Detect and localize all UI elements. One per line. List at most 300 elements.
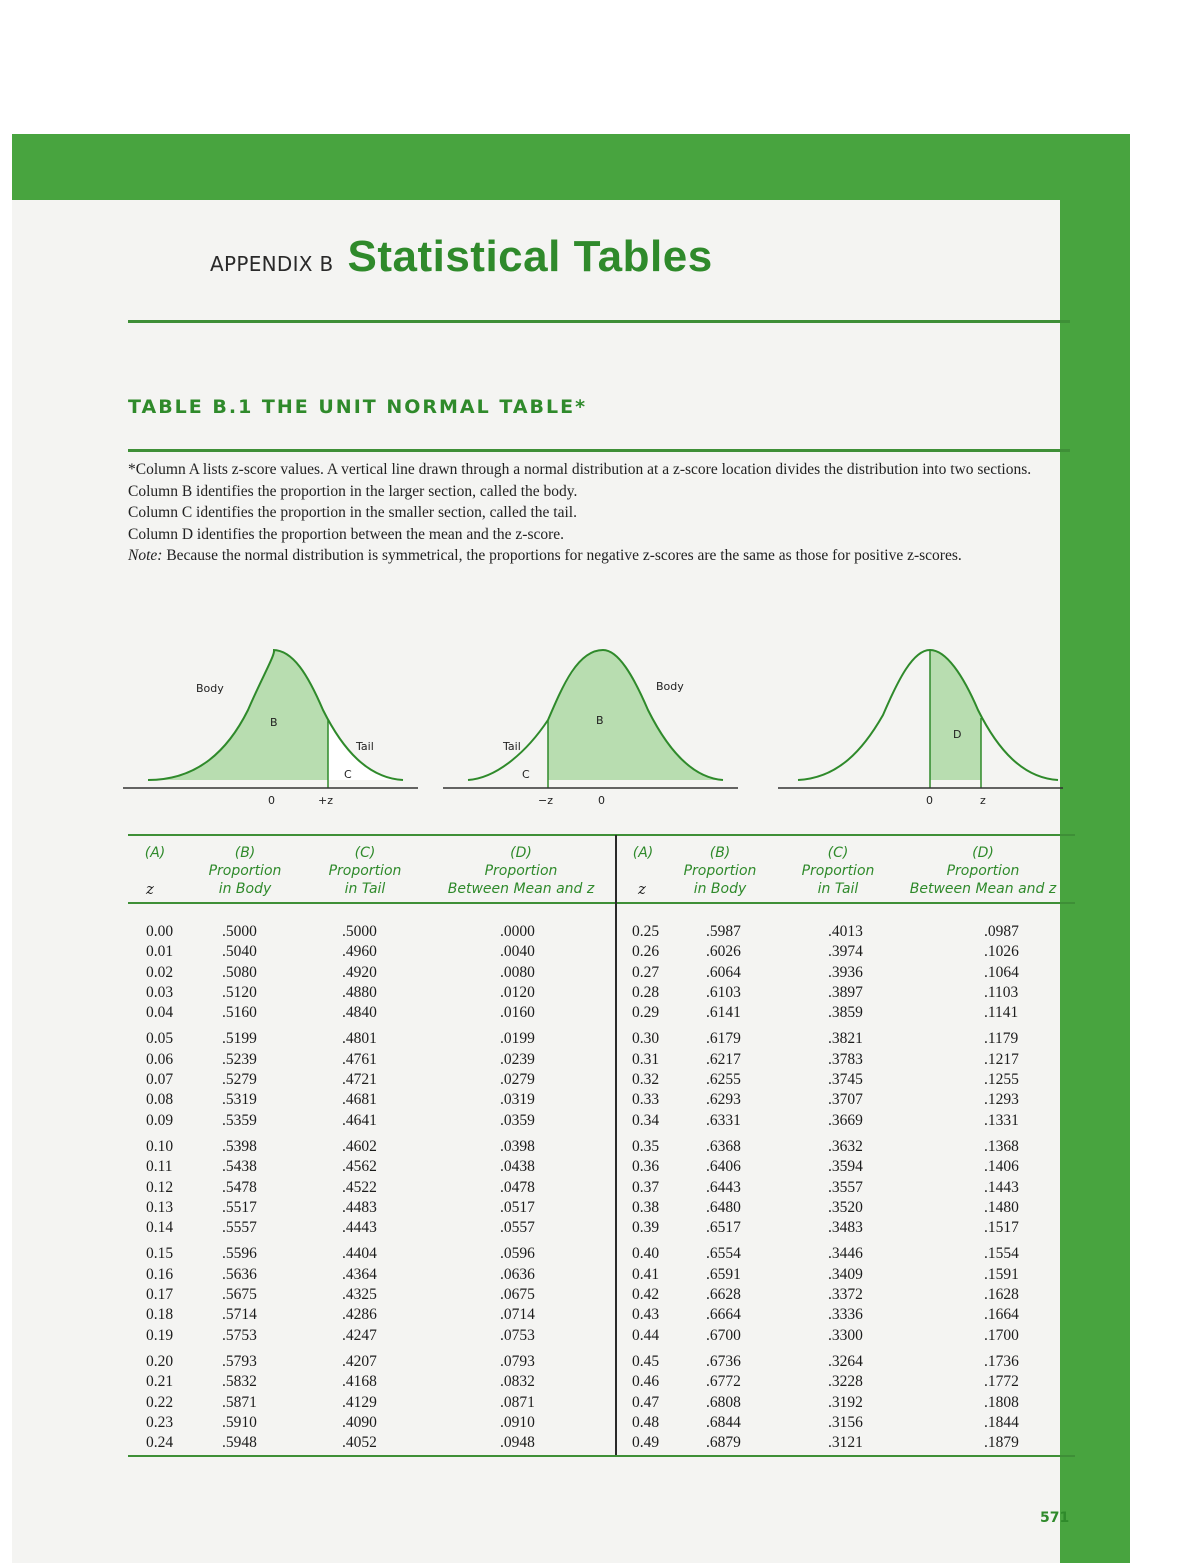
row-group [342, 922, 377, 1023]
table-cell-tail: .4404 [342, 1245, 377, 1263]
table-cell-between: .0160 [500, 1004, 535, 1022]
table-cell-z: 0.16 [146, 1265, 174, 1283]
table-cell-body: .5596 [222, 1245, 257, 1263]
col-z-left [146, 922, 173, 1459]
table-cell-body: .6368 [706, 1137, 741, 1155]
row-group [500, 1137, 535, 1238]
table-cell-z: 0.45 [632, 1352, 660, 1370]
header-bottom-rule [128, 902, 1075, 904]
row-group [146, 1137, 173, 1238]
table-cell-tail: .3300 [828, 1326, 863, 1344]
row-group [984, 1029, 1019, 1130]
note-column-d: Column D identifies the proportion between the mean and the z-score. [128, 525, 565, 543]
table-cell-between: .0279 [500, 1071, 535, 1089]
col-c-line2: in Tail [817, 881, 859, 897]
table-cell-between: .0910 [500, 1413, 535, 1431]
row-group [222, 922, 257, 1023]
table-cell-z: 0.24 [146, 1434, 174, 1452]
table-center-divider [615, 835, 617, 1457]
table-cell-between: .1255 [984, 1071, 1019, 1089]
col-b-line2: in Body [693, 881, 747, 897]
table-cell-body: .6591 [706, 1265, 741, 1283]
table-cell-body: .5279 [222, 1071, 257, 1089]
table-cell-between: .0557 [500, 1219, 535, 1237]
table-cell-tail: .3264 [828, 1352, 863, 1370]
table-cell-between: .1628 [984, 1286, 1019, 1304]
table-cell-z: 0.29 [632, 1004, 660, 1022]
table-cell-tail: .3594 [828, 1158, 863, 1176]
label-body: Body [656, 680, 684, 693]
label-c: C [522, 768, 530, 781]
table-cell-between: .1179 [984, 1030, 1019, 1048]
table-cell-tail: .3372 [828, 1286, 863, 1304]
table-cell-tail: .3974 [828, 943, 863, 961]
note-column-c: Column C identifies the proportion in the smaller section, called the tail. [128, 504, 577, 521]
col-b-line1: Proportion [683, 863, 757, 879]
table-cell-between: .1808 [984, 1393, 1019, 1411]
table-cell-z: 0.35 [632, 1137, 660, 1155]
table-cell-between: .0714 [500, 1306, 535, 1324]
row-group [984, 1244, 1019, 1345]
row-group [146, 922, 173, 1023]
table-cell-body: .6331 [706, 1111, 741, 1129]
table-notes [128, 459, 1038, 567]
table-cell-z: 0.06 [146, 1050, 174, 1068]
table-cell-between: .1844 [984, 1413, 1019, 1431]
table-cell-body: .5987 [706, 923, 741, 940]
table-cell-z: 0.18 [146, 1306, 174, 1324]
row-group [222, 1244, 257, 1345]
table-cell-between: .0478 [500, 1178, 535, 1196]
col-between-right [984, 922, 1019, 1459]
table-cell-body: .5714 [222, 1306, 257, 1324]
table-cell-tail: .3336 [828, 1306, 863, 1324]
row-group [500, 1244, 535, 1345]
note-label: Note: [128, 547, 163, 564]
table-cell-body: .5398 [222, 1137, 257, 1155]
table-cell-z: 0.27 [632, 963, 660, 981]
table-cell-body: .6026 [706, 943, 741, 961]
table-cell-z: 0.20 [146, 1352, 174, 1370]
table-cell-tail: .4721 [342, 1071, 377, 1089]
header-rule [128, 320, 1070, 323]
label-b: B [596, 714, 604, 727]
table-cell-z: 0.19 [146, 1326, 174, 1344]
table-cell-z: 0.25 [632, 923, 660, 940]
table-cell-tail: .4168 [342, 1373, 377, 1391]
page-header [210, 232, 713, 282]
row-group [828, 922, 863, 1023]
table-cell-z: 0.10 [146, 1137, 174, 1155]
table-cell-body: .5319 [222, 1091, 257, 1109]
table-cell-body: .5636 [222, 1265, 257, 1283]
col-c-header-left [315, 844, 415, 898]
table-cell-z: 0.48 [632, 1413, 660, 1431]
table-cell-z: 0.44 [632, 1326, 660, 1344]
table-cell-between: .0239 [500, 1050, 535, 1068]
row-group [984, 1352, 1019, 1453]
page-number: 571 [1040, 1510, 1070, 1526]
table-cell-tail: .4052 [342, 1434, 377, 1452]
table-cell-body: .5832 [222, 1373, 257, 1391]
table-title: TABLE B.1 THE UNIT NORMAL TABLE* [128, 396, 588, 418]
note-column-a: *Column A lists z-score values. A vertical line drawn through a normal distribution at a z-score location divides the distribution into two sections. [128, 461, 1032, 478]
table-cell-between: .0948 [500, 1434, 535, 1452]
label-minus-z: −z [538, 794, 553, 807]
label-tail: Tail [503, 740, 521, 753]
table-cell-tail: .4483 [342, 1198, 377, 1216]
table-cell-tail: .4641 [342, 1111, 377, 1129]
table-cell-z: 0.40 [632, 1245, 660, 1263]
table-cell-tail: .4920 [342, 963, 377, 981]
table-cell-between: .0517 [500, 1198, 535, 1216]
col-a-letter: (A) [632, 845, 654, 861]
table-cell-z: 0.03 [146, 983, 174, 1001]
table-cell-body: .5753 [222, 1326, 257, 1344]
table-cell-between: .0000 [500, 923, 535, 940]
table-cell-tail: .3669 [828, 1111, 863, 1129]
table-cell-z: 0.39 [632, 1219, 660, 1237]
table-cell-z: 0.43 [632, 1306, 660, 1324]
table-cell-tail: .4681 [342, 1091, 377, 1109]
table-cell-between: .1517 [984, 1219, 1019, 1237]
col-b-header-right [670, 844, 770, 898]
col-z-right [632, 922, 659, 1459]
table-cell-between: .1217 [984, 1050, 1019, 1068]
table-cell-body: .5199 [222, 1030, 257, 1048]
table-cell-between: .1700 [984, 1326, 1019, 1344]
table-cell-z: 0.11 [146, 1158, 173, 1176]
row-group [828, 1352, 863, 1453]
table-cell-tail: .4840 [342, 1004, 377, 1022]
row-group [828, 1137, 863, 1238]
table-cell-body: .5080 [222, 963, 257, 981]
table-cell-z: 0.49 [632, 1434, 660, 1452]
table-cell-tail: .4761 [342, 1050, 377, 1068]
table-cell-z: 0.26 [632, 943, 660, 961]
table-cell-body: .5793 [222, 1352, 257, 1370]
table-top-rule [128, 834, 1075, 836]
row-group [342, 1137, 377, 1238]
figure-negative-z [438, 640, 743, 810]
col-a-header-left [140, 844, 170, 862]
label-zero: 0 [268, 794, 275, 807]
col-a-header-right [628, 844, 658, 862]
table-cell-between: .0832 [500, 1373, 535, 1391]
col-tail-left [342, 922, 377, 1459]
table-cell-tail: .3821 [828, 1030, 863, 1048]
table-cell-tail: .3783 [828, 1050, 863, 1068]
table-cell-body: .6736 [706, 1352, 741, 1370]
table-cell-body: .6141 [706, 1004, 741, 1022]
table-cell-tail: .4801 [342, 1030, 377, 1048]
col-c-line1: Proportion [328, 863, 402, 879]
table-cell-body: .6217 [706, 1050, 741, 1068]
table-cell-body: .6480 [706, 1198, 741, 1216]
label-tail: Tail [356, 740, 374, 753]
note-text: Because the normal distribution is symmetrical, the proportions for negative z-scores are the same as those for positive z-scores. [166, 547, 962, 564]
table-cell-body: .6844 [706, 1413, 741, 1431]
table-cell-z: 0.15 [146, 1245, 174, 1263]
table-cell-z: 0.46 [632, 1373, 660, 1391]
col-b-line2: in Body [218, 881, 272, 897]
col-between-left [500, 922, 535, 1459]
row-group [706, 1244, 741, 1345]
table-cell-body: .5871 [222, 1393, 257, 1411]
table-cell-between: .1331 [984, 1111, 1019, 1129]
col-c-line2: in Tail [344, 881, 386, 897]
table-cell-tail: .3520 [828, 1198, 863, 1216]
table-cell-z: 0.32 [632, 1071, 660, 1089]
table-cell-tail: .3192 [828, 1393, 863, 1411]
col-b-letter: (B) [234, 845, 256, 861]
row-group [500, 1352, 535, 1453]
note-column-b: Column B identifies the proportion in the larger section, called the body. [128, 482, 578, 500]
row-group [146, 1352, 173, 1453]
table-title-rule [128, 449, 1070, 452]
page-title: Statistical Tables [347, 232, 713, 281]
table-cell-z: 0.31 [632, 1050, 660, 1068]
table-cell-between: .1480 [984, 1198, 1019, 1216]
table-cell-body: .6700 [706, 1326, 741, 1344]
row-group [984, 922, 1019, 1023]
table-cell-body: .6293 [706, 1091, 741, 1109]
table-bottom-rule [128, 1455, 1075, 1457]
table-cell-tail: .3483 [828, 1219, 863, 1237]
table-cell-body: .5359 [222, 1111, 257, 1129]
table-cell-tail: .3156 [828, 1413, 863, 1431]
table-cell-between: .0753 [500, 1326, 535, 1344]
table-cell-tail: .3632 [828, 1137, 863, 1155]
table-cell-z: 0.05 [146, 1030, 174, 1048]
table-cell-z: 0.30 [632, 1030, 660, 1048]
table-cell-body: .6179 [706, 1030, 741, 1048]
row-group [342, 1244, 377, 1345]
table-cell-body: .6406 [706, 1158, 741, 1176]
table-cell-z: 0.37 [632, 1178, 660, 1196]
table-cell-z: 0.33 [632, 1091, 660, 1109]
col-c-line1: Proportion [801, 863, 875, 879]
table-cell-z: 0.36 [632, 1158, 660, 1176]
table-cell-between: .0675 [500, 1286, 535, 1304]
table-cell-between: .1443 [984, 1178, 1019, 1196]
table-cell-between: .1772 [984, 1373, 1019, 1391]
label-body: Body [196, 682, 224, 695]
row-group [632, 922, 659, 1023]
table-cell-tail: .5000 [342, 923, 377, 940]
table-cell-z: 0.09 [146, 1111, 174, 1129]
table-cell-body: .5948 [222, 1434, 257, 1452]
table-cell-between: .1554 [984, 1245, 1019, 1263]
row-group [632, 1137, 659, 1238]
table-cell-tail: .4562 [342, 1158, 377, 1176]
table-cell-tail: .4286 [342, 1306, 377, 1324]
col-d-line1: Proportion [946, 863, 1020, 879]
table-cell-body: .6443 [706, 1178, 741, 1196]
table-cell-between: .0871 [500, 1393, 535, 1411]
col-body-right [706, 922, 741, 1459]
table-cell-body: .6517 [706, 1219, 741, 1237]
table-cell-z: 0.47 [632, 1393, 660, 1411]
table-cell-between: .1064 [984, 963, 1019, 981]
table-cell-z: 0.21 [146, 1373, 174, 1391]
col-c-letter: (C) [354, 845, 376, 861]
table-cell-z: 0.01 [146, 943, 174, 961]
table-cell-between: .1736 [984, 1352, 1019, 1370]
table-cell-tail: .3409 [828, 1265, 863, 1283]
table-cell-body: .6772 [706, 1373, 741, 1391]
table-cell-body: .6628 [706, 1286, 741, 1304]
table-cell-tail: .3228 [828, 1373, 863, 1391]
row-group [706, 1137, 741, 1238]
table-cell-between: .0120 [500, 983, 535, 1001]
table-cell-tail: .4602 [342, 1137, 377, 1155]
table-cell-tail: .4443 [342, 1219, 377, 1237]
table-cell-between: .0040 [500, 943, 535, 961]
table-cell-body: .5120 [222, 983, 257, 1001]
table-cell-tail: .4013 [828, 923, 863, 940]
table-cell-between: .1664 [984, 1306, 1019, 1324]
table-cell-body: .6879 [706, 1434, 741, 1452]
table-cell-z: 0.17 [146, 1286, 174, 1304]
table-cell-body: .6064 [706, 963, 741, 981]
table-cell-body: .6664 [706, 1306, 741, 1324]
table-cell-tail: .3121 [828, 1434, 863, 1452]
table-cell-z: 0.22 [146, 1393, 174, 1411]
table-cell-body: .5438 [222, 1158, 257, 1176]
table-cell-between: .0398 [500, 1137, 535, 1155]
col-a-letter: (A) [144, 845, 166, 861]
row-group [222, 1352, 257, 1453]
table-cell-between: .1293 [984, 1091, 1019, 1109]
table-cell-tail: .4325 [342, 1286, 377, 1304]
top-green-band [12, 134, 1130, 200]
table-cell-between: .0793 [500, 1352, 535, 1370]
table-cell-between: .1879 [984, 1434, 1019, 1452]
table-cell-between: .1591 [984, 1265, 1019, 1283]
table-cell-body: .5478 [222, 1178, 257, 1196]
table-cell-between: .1026 [984, 943, 1019, 961]
table-cell-tail: .3897 [828, 983, 863, 1001]
row-group [984, 1137, 1019, 1238]
note-symmetry [128, 545, 1038, 567]
row-group [146, 1244, 173, 1345]
table-cell-z: 0.08 [146, 1091, 174, 1109]
col-c-header-right [788, 844, 888, 898]
label-d: D [953, 728, 962, 741]
table-cell-body: .5239 [222, 1050, 257, 1068]
row-group [342, 1029, 377, 1130]
table-cell-tail: .3936 [828, 963, 863, 981]
col-d-header-right [898, 844, 1068, 898]
table-cell-between: .0987 [984, 923, 1019, 940]
table-cell-body: .5557 [222, 1219, 257, 1237]
label-plus-z: +z [318, 794, 333, 807]
right-green-edge [1060, 134, 1130, 1563]
table-cell-body: .5517 [222, 1198, 257, 1216]
table-cell-body: .5910 [222, 1413, 257, 1431]
row-group [632, 1029, 659, 1130]
table-cell-body: .6808 [706, 1393, 741, 1411]
table-cell-body: .5040 [222, 943, 257, 961]
table-cell-tail: .4880 [342, 983, 377, 1001]
table-cell-z: 0.00 [146, 923, 174, 940]
col-b-header-left [195, 844, 295, 898]
col-d-line1: Proportion [484, 863, 558, 879]
table-cell-z: 0.28 [632, 983, 660, 1001]
col-d-letter: (D) [972, 845, 994, 861]
table-cell-between: .0080 [500, 963, 535, 981]
row-group [706, 1352, 741, 1453]
row-group [500, 922, 535, 1023]
col-tail-right [828, 922, 863, 1459]
row-group [222, 1137, 257, 1238]
row-group [706, 922, 741, 1023]
figure-positive-z [118, 640, 423, 810]
col-d-line2: Between Mean and z [447, 881, 595, 897]
table-cell-tail: .3446 [828, 1245, 863, 1263]
table-cell-z: 0.04 [146, 1004, 174, 1022]
row-group [632, 1352, 659, 1453]
table-cell-z: 0.12 [146, 1178, 174, 1196]
appendix-label: APPENDIX B [210, 252, 334, 276]
row-group [222, 1029, 257, 1130]
row-group [146, 1029, 173, 1130]
row-group [828, 1244, 863, 1345]
col-d-line2: Between Mean and z [909, 881, 1057, 897]
label-zero: 0 [926, 794, 933, 807]
table-cell-tail: .4522 [342, 1178, 377, 1196]
table-cell-body: .6103 [706, 983, 741, 1001]
table-cell-z: 0.34 [632, 1111, 660, 1129]
col-b-letter: (B) [709, 845, 731, 861]
table-cell-between: .1141 [984, 1004, 1019, 1022]
table-cell-tail: .3557 [828, 1178, 863, 1196]
table-cell-z: 0.14 [146, 1219, 174, 1237]
table-cell-tail: .4247 [342, 1326, 377, 1344]
table-cell-z: 0.02 [146, 963, 174, 981]
table-cell-between: .1103 [984, 983, 1019, 1001]
label-z: z [980, 794, 986, 807]
table-cell-tail: .3707 [828, 1091, 863, 1109]
table-cell-tail: .4364 [342, 1265, 377, 1283]
table-cell-between: .0596 [500, 1245, 535, 1263]
table-cell-between: .0438 [500, 1158, 535, 1176]
label-b: B [270, 716, 278, 729]
table-cell-between: .1406 [984, 1158, 1019, 1176]
row-group [342, 1352, 377, 1453]
table-cell-z: 0.07 [146, 1071, 174, 1089]
table-cell-z: 0.42 [632, 1286, 660, 1304]
table-cell-between: .1368 [984, 1137, 1019, 1155]
row-group [828, 1029, 863, 1130]
table-cell-tail: .4129 [342, 1393, 377, 1411]
label-c: C [344, 768, 352, 781]
col-c-letter: (C) [827, 845, 849, 861]
label-zero: 0 [598, 794, 605, 807]
col-body-left [222, 922, 257, 1459]
col-b-line1: Proportion [208, 863, 282, 879]
normal-curve [798, 650, 1058, 780]
table-cell-between: .0359 [500, 1111, 535, 1129]
col-d-letter: (D) [510, 845, 532, 861]
table-cell-z: 0.13 [146, 1198, 174, 1216]
table-cell-body: .5160 [222, 1004, 257, 1022]
table-cell-body: .6554 [706, 1245, 741, 1263]
table-cell-between: .0636 [500, 1265, 535, 1283]
table-cell-body: .5000 [222, 923, 257, 940]
col-z-header-left: z [146, 880, 154, 898]
